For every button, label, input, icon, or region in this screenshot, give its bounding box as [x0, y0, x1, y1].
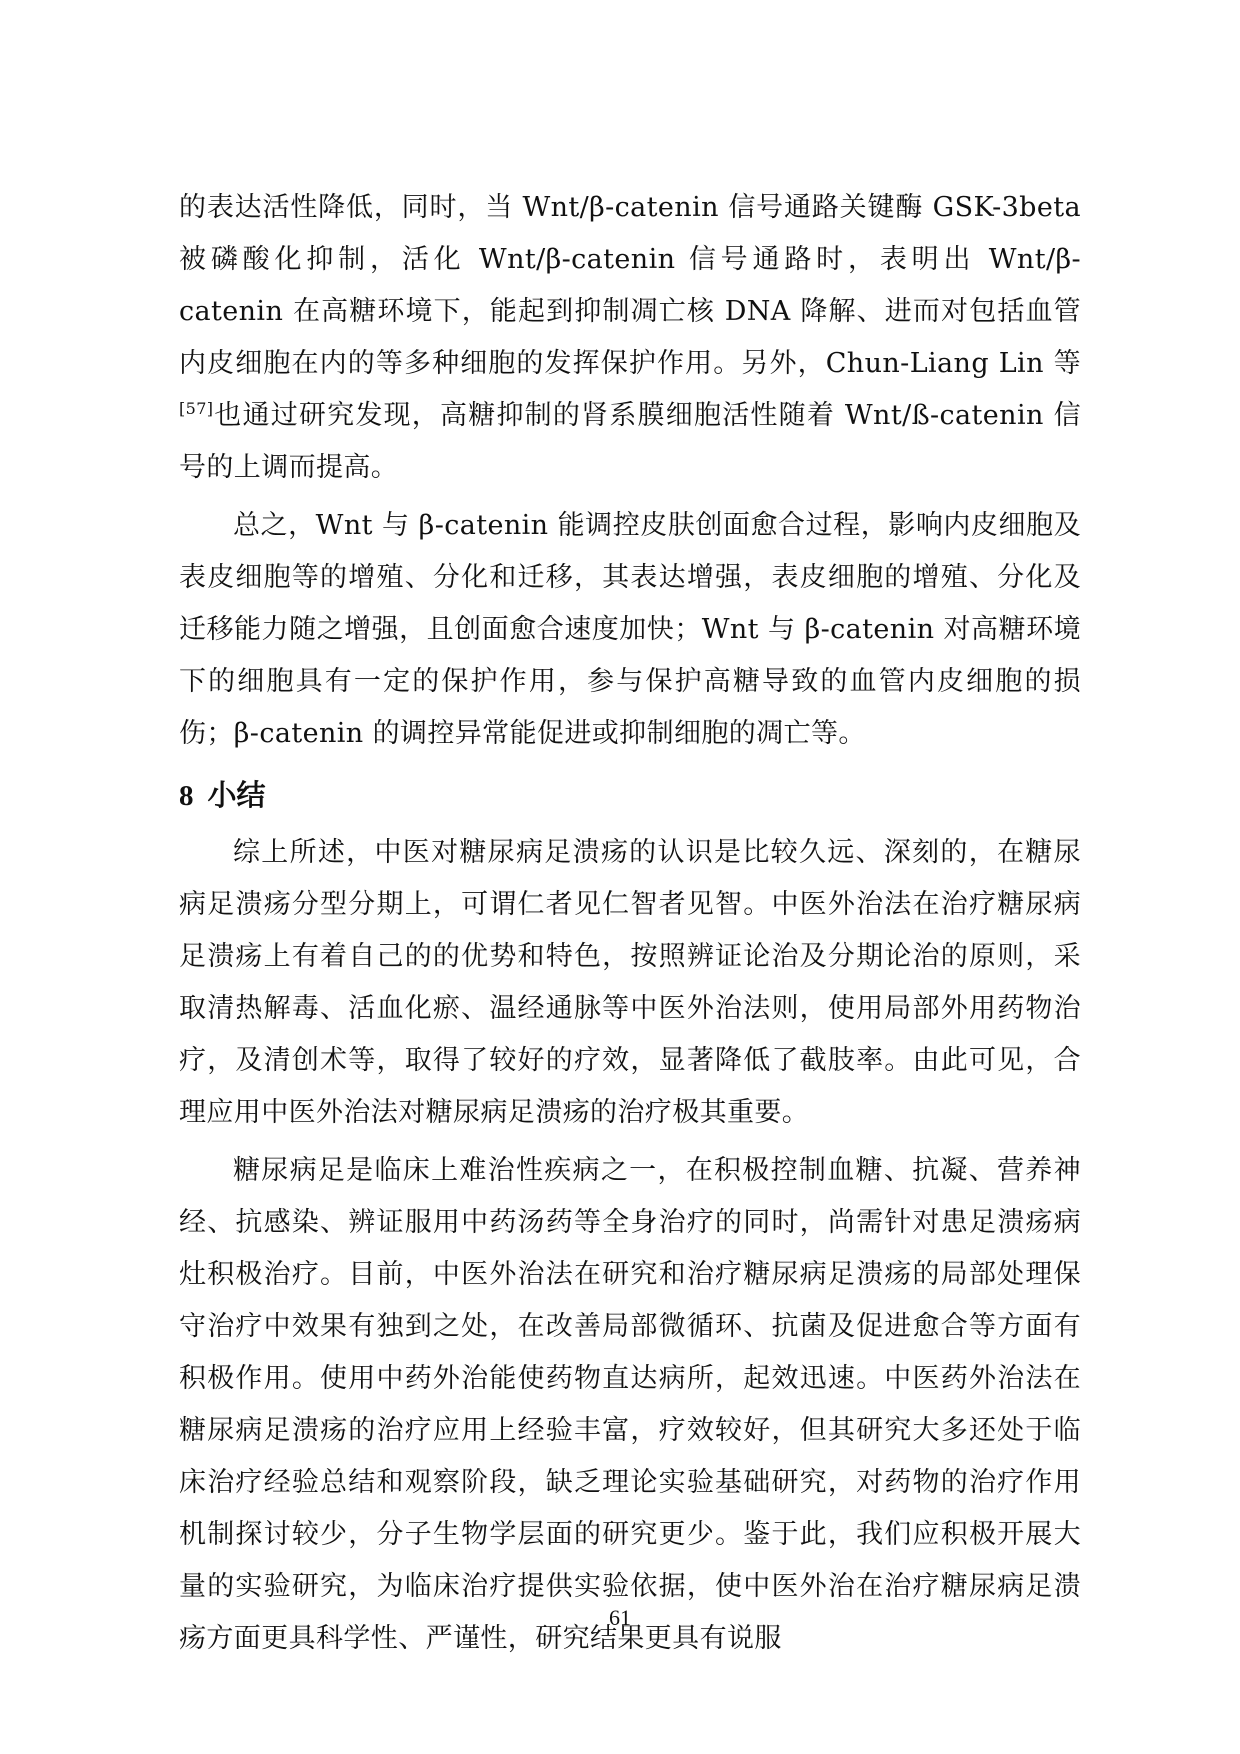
section-title: 小结: [207, 778, 266, 812]
paragraph-text: 的表达活性降低，同时，当 Wnt/β-catenin 信号通路关键酶 GSK-3beta 被磷酸化抑制，活化 Wnt/β-catenin 信号通路时，表明出 Wnt/β-catenin 在高糖环境下，能起到抑制凋亡核 DNA 降解、进而对包括血管内皮细胞在内的等多种细胞的发挥保护作用。另外，Chun-Liang Lin 等: [179, 192, 1081, 379]
paragraph-tcm-overview: 综上所述，中医对糖尿病足溃疡的认识是比较久远、深刻的，在糖尿病足溃疡分型分期上，可谓仁者见仁智者见智。中医外治法在治疗糖尿病足溃疡上有着自己的的优势和特色，按照辨证论治及分期论治的原则，采取清热解毒、活血化瘀、温经通脉等中医外治法则，使用局部外用药物治疗，及清创术等，取得了较好的疗效，显著降低了截肢率。由此可见，合理应用中医外治法对糖尿病足溃疡的治疗极其重要。: [179, 837, 1081, 1128]
paragraph-summary-wnt: 总之，Wnt 与 β-catenin 能调控皮肤创面愈合过程，影响内皮细胞及表皮细胞等的增殖、分化和迁移，其表达增强，表皮细胞的增殖、分化及迁移能力随之增强，且创面愈合速度加快；Wnt 与 β-catenin 对高糖环境下的细胞具有一定的保护作用，参与保护高糖导致的血管内皮细胞的损伤；β-catenin 的调控异常能促进或抑制细胞的凋亡等。: [179, 510, 1081, 749]
section-number: 8: [179, 780, 194, 812]
paragraph-wnt-protection: [179, 182, 1081, 494]
body-text: [179, 182, 1081, 1665]
paragraph-text-continued: 也通过研究发现，高糖抑制的肾系膜细胞活性随着 Wnt/ß-catenin 信号的上调而提高。: [179, 400, 1081, 483]
page-number: 61: [609, 1605, 631, 1630]
citation-reference: [57]: [179, 399, 214, 418]
paragraph-diabetic-foot: 糖尿病足是临床上难治性疾病之一，在积极控制血糖、抗凝、营养神经、抗感染、辨证服用中药汤药等全身治疗的同时，尚需针对患足溃疡病灶积极治疗。目前，中医外治法在研究和治疗糖尿病足溃疡的局部处理保守治疗中效果有独到之处，在改善局部微循环、抗菌及促进愈合等方面有积极作用。使用中药外治能使药物直达病所，起效迅速。中医药外治法在糖尿病足溃疡的治疗应用上经验丰富，疗效较好，但其研究大多还处于临床治疗经验总结和观察阶段，缺乏理论实验基础研究，对药物的治疗作用机制探讨较少，分子生物学层面的研究更少。鉴于此，我们应积极开展大量的实验研究，为临床治疗提供实验依据，使中医外治在治疗糖尿病足溃疡方面更具科学性、严谨性，研究结果更具有说服: [179, 1155, 1081, 1654]
section-heading: [179, 770, 1081, 821]
